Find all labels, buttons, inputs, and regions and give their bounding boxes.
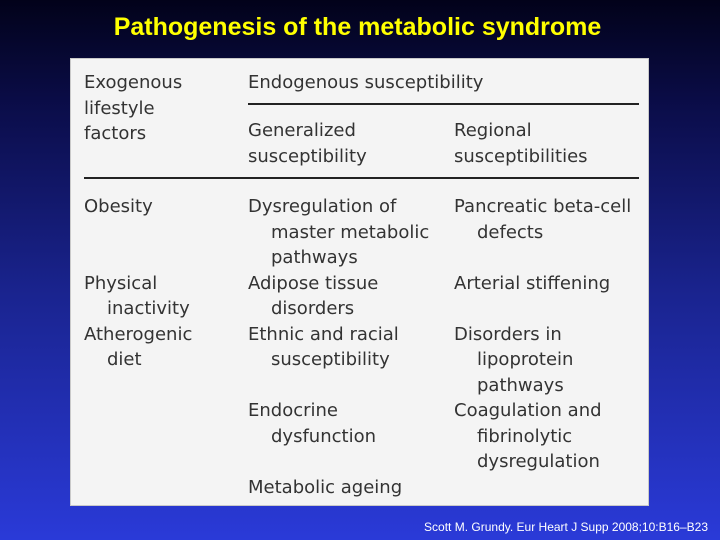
header-exogenous — [84, 70, 182, 147]
generalized-item — [248, 475, 402, 501]
item-line-continued: pathways — [271, 247, 358, 268]
header-exogenous-line: factors — [84, 123, 147, 144]
regional-item — [454, 271, 610, 297]
header-generalized-line: susceptibility — [248, 145, 367, 167]
item-line-continued: dysfunction — [271, 425, 376, 447]
generalized-item — [248, 271, 378, 322]
regional-item — [454, 194, 631, 245]
item-line-continued: pathways — [477, 374, 564, 396]
syndrome-table-panel — [70, 58, 649, 506]
item-line-continued: dysregulation — [477, 451, 600, 472]
exogenous-item — [84, 194, 153, 220]
item-line: Metabolic ageing — [248, 477, 403, 498]
item-line: Ethnic and racial — [248, 323, 399, 345]
header-regional-line: susceptibilities — [454, 145, 588, 167]
regional-item — [454, 322, 573, 399]
item-line-continued: disorders — [271, 298, 355, 319]
item-line-continued: diet — [107, 349, 142, 370]
item-line: Dysregulation of — [248, 196, 397, 217]
header-generalized — [248, 118, 367, 169]
slide-title: Pathogenesis of the metabolic syndrome — [113, 13, 602, 41]
generalized-item — [248, 194, 429, 271]
header-rule — [84, 177, 639, 179]
header-exogenous-line: Exogenous — [84, 72, 183, 93]
item-line: Adipose tissue — [248, 272, 379, 294]
exogenous-item — [84, 271, 190, 322]
citation: Scott M. Grundy. Eur Heart J Supp 2008;10:B16–B23 — [424, 520, 708, 534]
header-regional-line: Regional — [454, 120, 532, 141]
regional-item — [454, 398, 602, 475]
item-line: Atherogenic — [84, 323, 193, 345]
header-exogenous-line: lifestyle — [84, 97, 155, 119]
item-line: Disorders in — [454, 323, 562, 345]
item-line-continued: susceptibility — [271, 349, 390, 370]
header-generalized-line: Generalized — [248, 120, 356, 141]
item-line: Obesity — [84, 196, 153, 217]
item-line-continued: inactivity — [107, 298, 190, 319]
header-regional — [454, 118, 588, 169]
item-line-continued: defects — [477, 221, 544, 243]
item-line: Endocrine — [248, 400, 338, 421]
item-line: Physical — [84, 272, 158, 294]
item-line: Pancreatic beta-cell — [454, 196, 632, 217]
exogenous-item — [84, 322, 192, 373]
generalized-item — [248, 398, 376, 449]
item-line-continued: master metabolic — [271, 221, 430, 243]
item-line-continued: lipoprotein — [477, 349, 574, 370]
group-rule — [248, 103, 639, 105]
header-endogenous-group: Endogenous susceptibility — [248, 72, 484, 93]
item-line: Arterial stiffening — [454, 272, 611, 294]
item-line: Coagulation and — [454, 400, 602, 421]
generalized-item — [248, 322, 399, 373]
item-line-continued: fibrinolytic — [477, 425, 573, 447]
